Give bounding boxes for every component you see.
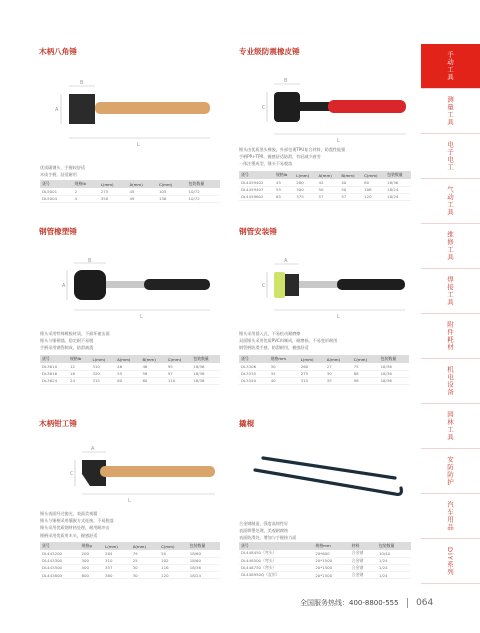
table-cell: 2 [73,188,99,195]
sidebar-item-hand-tools[interactable] [421,44,480,89]
table-cell: 45 [127,188,157,195]
table-cell: 42 [316,179,339,186]
table-cell: 65 [274,193,294,200]
product-description [40,164,85,178]
table-cell: 合金钢 [350,564,377,571]
column-header: 规格lb [73,180,99,188]
table-cell: 57 [316,193,339,200]
dimension-label: B [80,80,84,86]
dimension-label: A [62,283,66,289]
table-cell: 12 [68,363,91,370]
spec-table [239,355,409,385]
product-description [239,330,337,352]
sidebar-item-accessories[interactable] [421,314,480,359]
column-header: C(mm) [159,542,188,550]
dimension-label: A [284,258,288,264]
sidebar-item-label: 气动工具 [446,186,454,216]
red-handle-image [328,100,406,113]
dimension-label: L [337,314,340,320]
column-header: B(mm) [339,171,362,179]
column-header: 货号 [40,542,80,550]
table-cell: 300 [294,186,316,193]
product-crowbar [239,418,254,429]
table-cell: 49 [127,195,157,202]
table-cell: 30 [131,572,159,579]
desc-line: 优质碳钢头，手握较舒适 [40,165,86,170]
table-cell: 375 [294,193,316,200]
wood-handle-image [100,466,215,477]
sidebar-item-label: 园林工具 [446,411,454,441]
sidebar-item-measuring-tools[interactable] [421,89,480,134]
dimension-label: L [337,138,340,144]
rubber-mallet-drawing [262,78,412,146]
table-cell: 108 [362,186,385,193]
table-row [40,195,220,202]
table-cell: 35 [325,377,352,384]
column-header: 包装数量 [385,171,411,179]
table-cell: 4 [73,195,99,202]
table-cell: DL443500 [40,564,80,571]
desc-line: 手柄采用钢管制成，防滑减震 [40,345,94,351]
table-cell: 10/40 [377,550,411,557]
dimension-label: B [88,258,92,264]
table-header-row [40,355,220,363]
table-cell: 合金钢 [350,557,377,564]
desc-line: 手柄PP+TPR，握感舒适防滑，有轻减少疲劳 [239,154,321,160]
steel-shaft-image [106,281,146,288]
table-cell: 30 [269,363,299,370]
table-cell: DL3335 [239,370,269,377]
desc-line: 合金钢制造，强度高韧性好 [239,521,289,526]
table-cell: 18/36 [379,377,409,384]
desc-line: 锤头与锤柄采用镶嵌方式连接，不易脱落 [40,518,114,524]
column-header: 货号 [239,542,313,550]
dimension-label: L [140,314,143,320]
table-cell: DL443300 [40,557,80,564]
column-header: 规格lb [68,355,91,363]
table-cell: 55 [274,186,294,193]
sidebar-item-welding[interactable] [421,269,480,314]
table-cell: 18/36 [191,370,220,377]
table-cell: 50 [159,550,188,557]
table-cell: 55 [115,370,140,377]
table-cell: 合金钢 [350,572,377,579]
column-header: 规格mm [313,542,349,550]
table-header-row [239,355,409,363]
dimension-label: C [262,105,266,111]
table-row [40,370,220,377]
spec-table [40,542,220,579]
desc-line: 表面喷塑处理，美观耐腐蚀 [239,528,289,534]
product-rubber-mallet [239,46,300,57]
table-row [239,186,411,193]
table-row [40,557,220,564]
table-cell: 45 [274,179,294,186]
table-cell: 30 [131,564,159,571]
table-cell: 20*1500 [313,564,349,571]
grip-handle-image [337,279,405,290]
product-description [40,510,114,539]
table-cell: 300 [80,557,104,564]
table-cell: 79 [131,550,159,557]
table-cell: 35 [269,370,299,377]
table-cell: DL3306 [239,363,269,370]
table-cell: 10/72 [187,188,220,195]
dimension-label: L [128,498,131,504]
page-number: 064 [416,598,434,608]
product-octagon-hammer [39,46,77,57]
spec-table [40,355,220,385]
table-cell: 95 [166,363,191,370]
product-title: 专业级防震橡皮锤 [239,47,300,56]
table-cell: DL448750（弯头） [239,564,313,571]
table-cell: 58 [140,370,165,377]
desc-line: 锤头表面经过抛光，表面美观精 [40,511,98,516]
sidebar-item-diy[interactable] [421,539,480,584]
desc-line: 锤柄采用优质用木头，握感舒适 [40,532,98,538]
table-cell: DL448500（弯头） [239,557,313,564]
table-cell: 16 [68,370,91,377]
table-cell: 27 [325,363,352,370]
sidebar-item-label: DIY系列 [446,546,454,576]
yellow-face-image [274,272,285,298]
table-cell: 18/24 [385,186,411,193]
sidebar-item-safety[interactable] [421,449,480,494]
table-cell: 357 [103,564,131,571]
sidebar-item-label: 机电设备 [446,366,454,396]
column-header: 包装数量 [191,355,220,363]
table-row [239,572,411,579]
sidebar-item-label: 维修工具 [446,231,454,261]
table-cell: 120 [159,572,188,579]
table-cell: 275 [99,188,128,195]
sidebar-item-label: 安防防护 [446,456,454,486]
dimension-label: A [91,446,95,452]
table-cell: 18/36 [379,370,409,377]
column-header: 规格mm [269,355,299,363]
column-header: 包装数量 [188,542,220,550]
table-row [40,572,220,579]
crowbar-bent-image [255,470,401,494]
table-cell: 97 [166,370,191,377]
column-header: A(mm) [325,355,352,363]
product-title: 木柄钳工锤 [39,419,77,428]
product-fitter-hammer [39,418,77,429]
table-row [40,377,220,384]
column-header: C(mm) [166,355,191,363]
table-cell: 18/36 [379,363,409,370]
table-cell: 80 [362,179,385,186]
column-header: A(mm) [127,180,157,188]
mallet-neck-image [300,102,330,111]
column-header: 货号 [40,355,68,363]
product-title: 钢管橡塑锤 [39,227,77,236]
table-cell: 18/36 [191,363,220,370]
column-header: 规格lb [274,171,294,179]
table-row [40,363,220,370]
product-title: 木柄八角锤 [39,47,77,56]
table-cell: 310 [103,557,131,564]
column-header: 货号 [239,355,269,363]
table-cell: 1/24 [377,572,411,579]
sidebar-item-label: 手动工具 [446,51,454,81]
desc-line: 锤头与锤柄插，稳定耐不易脱 [40,338,94,344]
mallet-head-image [274,92,300,122]
table-cell: 24 [68,377,91,384]
column-header: B(mm) [140,355,165,363]
crowbar-drawing [245,440,415,510]
desc-line: 表面防滑处，增加与手握接力面 [239,535,297,541]
spec-table [239,542,411,579]
product-title: 钢管安装锤 [239,227,277,236]
table-cell: 57 [339,193,362,200]
table-cell: 50 [339,186,362,193]
table-cell: 110 [166,377,191,384]
table-header-row [40,542,220,550]
table-row [239,193,411,200]
table-row [239,564,411,571]
table-cell: 800 [80,572,104,579]
table-cell: DL448450（弯头） [239,550,313,557]
table-cell: 18/60 [188,557,220,564]
table-cell: 46 [140,363,165,370]
column-header: C(mm) [157,180,187,188]
table-cell: 60 [140,377,165,384]
octagon-hammer-drawing [55,80,215,148]
table-cell: 260 [299,363,325,370]
table-cell: 75 [352,363,379,370]
table-row [40,564,220,571]
table-cell: 20*1500 [313,557,349,564]
desc-line: 一体注塑成型，锤头不易脱落 [239,161,293,167]
table-cell: DL3340 [239,377,269,384]
column-header: L(mm) [294,171,316,179]
spec-table [239,171,411,201]
sidebar-item-equipment[interactable] [421,359,480,404]
table-cell: 合金钢 [350,550,377,557]
table-cell: 320 [90,370,115,377]
table-cell: DL3616 [40,370,68,377]
column-header: L(mm) [90,355,115,363]
table-cell: 18/24 [188,572,220,579]
table-cell: 10/72 [187,195,220,202]
sidebar-item-electrical[interactable] [421,134,480,179]
table-cell: DL3624 [40,377,68,384]
table-row [239,179,411,186]
table-header-row [239,171,411,179]
spec-table [40,180,220,203]
column-header: A(mm) [131,542,159,550]
table-cell: 40 [339,179,362,186]
column-header: L(mm) [299,355,325,363]
dimension-label: B [284,78,288,84]
category-sidebar [421,44,480,584]
table-row [239,550,411,557]
installation-hammer-drawing [262,258,412,320]
table-cell: DL5004 [40,195,73,202]
column-header: 包装数量 [377,542,411,550]
table-cell: 136 [157,195,187,202]
table-cell: 1/24 [377,564,411,571]
table-cell: 310 [90,363,115,370]
table-cell: 40 [269,377,299,384]
table-row [239,363,409,370]
column-header: L(mm) [103,542,131,550]
grip-handle-image [144,279,210,290]
table-cell: 46 [115,363,140,370]
dimension-label: L [137,142,140,148]
footer-divider [407,598,408,608]
column-header: 包装数量 [379,355,409,363]
sidebar-item-pneumatic[interactable] [421,179,480,224]
product-title: 撬棍 [239,419,255,428]
table-cell: 200 [80,550,104,557]
column-header: 包装数量 [187,180,220,188]
product-steel-rubber-hammer [39,226,77,237]
desc-line: 锤头采用特殊橡胶材质，不损坏被击面 [40,331,110,336]
table-row [239,557,411,564]
dimension-label: C [70,471,74,477]
hammer-head-image [69,94,95,124]
desc-line: 锤头采用插入式，不易松动耐磨擦 [239,331,301,336]
table-cell: 116 [159,564,188,571]
steel-rubber-hammer-drawing [62,258,217,320]
desc-line: 双面锤头采用优质PVC料制成，耐磨损，不易变形耐用 [239,338,338,344]
table-cell: 102 [159,557,188,564]
fitter-hammer-drawing [70,446,220,504]
product-description [40,330,110,352]
sidebar-item-label: 测量工具 [446,96,454,126]
desc-line: 钢管柄防滑手感，防滑耐用，握感舒适 [239,345,309,351]
table-cell: 380 [103,572,131,579]
service-hotline: 全国服务热线：400-8800-555 [300,599,399,607]
table-row [40,188,220,195]
table-cell: 1/24 [377,557,411,564]
table-cell: 315 [90,377,115,384]
table-cell: 105 [157,188,187,195]
table-cell: 500 [80,564,104,571]
table-row [239,377,409,384]
table-cell: 18/60 [188,550,220,557]
column-header: C(mm) [352,355,379,363]
table-cell: 60 [115,377,140,384]
table-cell: 120 [362,193,385,200]
hammer-body-image [285,274,299,296]
table-cell: DL448950Q（直形） [239,572,313,579]
table-cell: 350 [99,195,128,202]
sidebar-item-label: 汽车用品 [446,501,454,531]
table-cell: DL443200 [40,550,80,557]
table-header-row [239,542,411,550]
column-header: 货号 [40,180,73,188]
sidebar-item-label: 焊接工具 [446,276,454,306]
column-header: A(mm) [115,355,140,363]
table-row [239,370,409,377]
table-cell: 275 [299,370,325,377]
rubber-head-image [74,270,106,300]
table-cell: 18/36 [191,377,220,384]
product-description [239,520,296,542]
table-cell: 18/24 [385,193,411,200]
table-cell: 30 [325,370,352,377]
column-header: 货号 [239,171,274,179]
steel-shaft-image [299,281,339,288]
table-cell: 50 [316,186,339,193]
table-cell: 25 [131,557,159,564]
sidebar-item-label: 附件耗材 [446,321,454,351]
table-cell: DL3610 [40,363,68,370]
table-cell: DL4459402 [239,179,274,186]
table-cell: 280 [294,179,316,186]
table-cell: DL4459602 [239,193,274,200]
table-cell: DL4459407 [239,186,274,193]
product-description [239,146,345,168]
column-header: C(mm) [362,171,385,179]
table-cell: 88 [352,370,379,377]
table-header-row [40,180,220,188]
table-cell: DL5001 [40,188,73,195]
column-header: 材料 [350,542,377,550]
table-cell: 20*600 [313,550,349,557]
desc-line: 锤头由优质黑头橡胶，外部包裹TPU复合材料，防震性能强 [239,147,346,152]
table-cell: 284 [103,550,131,557]
dimension-label: A [55,107,59,113]
sidebar-item-repair-tools[interactable] [421,224,480,269]
desc-line: 木质手柄，舒适耐用 [40,172,77,178]
page-footer [300,598,433,608]
table-cell: 315 [299,377,325,384]
table-cell: DL443800 [40,572,80,579]
product-installation-hammer [239,226,277,237]
column-header: A(mm) [316,171,339,179]
table-row [40,550,220,557]
table-cell: 18/36 [188,564,220,571]
sidebar-item-garden[interactable] [421,404,480,449]
wood-handle-image [95,102,210,114]
column-header: 规格g [80,542,104,550]
table-cell: 20*1500 [313,572,349,579]
dimension-label: C [262,283,266,289]
sidebar-item-automotive[interactable] [421,494,480,539]
desc-line: 锤头采用优质钢材热处理，耐用耐冲击 [40,525,110,531]
column-header: L(mm) [99,180,128,188]
table-cell: 96 [352,377,379,384]
table-cell: 18/36 [385,179,411,186]
sidebar-item-label: 电子电工 [446,141,454,171]
